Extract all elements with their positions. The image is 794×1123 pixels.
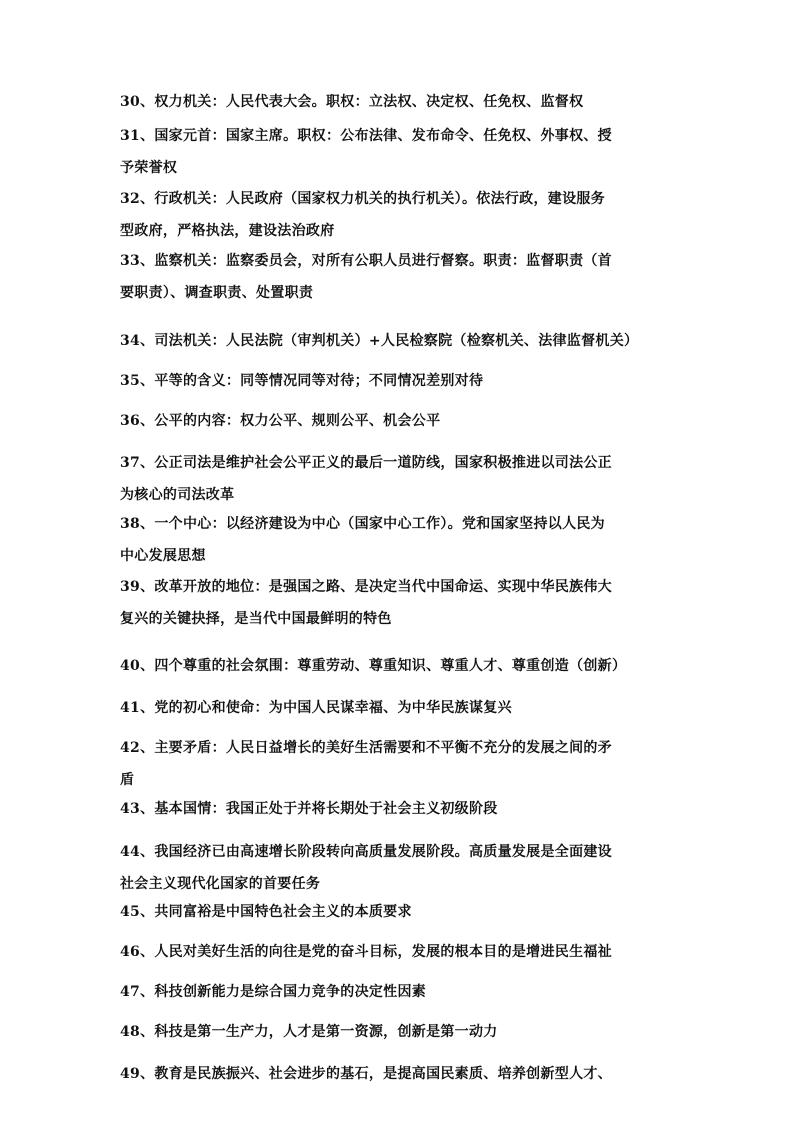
item-46 [120, 936, 612, 968]
item-43 [120, 793, 498, 825]
item-line: 中心发展思想 [120, 548, 206, 564]
item-line: 社会主义现代化国家的首要任务 [120, 876, 321, 892]
item-line: 43、基本国情：我国正处于并将长期处于社会主义初级阶段 [120, 801, 498, 817]
item-36 [120, 405, 440, 437]
item-line: 44、我国经济已由高速增长阶段转向高质量发展阶段。高质量发展是全面建设 [120, 844, 612, 860]
item-line: 31、国家元首：国家主席。职权：公布法律、发布命令、任免权、外事权、授 [120, 128, 612, 144]
item-30 [120, 86, 583, 118]
item-line: 予荣誉权 [120, 160, 178, 176]
item-line: 40、四个尊重的社会氛围：尊重劳动、尊重知识、尊重人才、尊重创造（创新） [120, 658, 627, 674]
item-line: 37、公正司法是维护社会公平正义的最后一道防线，国家积极推进以司法公正 [120, 455, 612, 471]
item-48 [120, 1016, 498, 1048]
item-line: 35、平等的含义：同等情况同等对待；不同情况差别对待 [120, 373, 484, 389]
item-41 [120, 692, 512, 724]
item-line: 复兴的关键抉择，是当代中国最鲜明的特色 [120, 611, 392, 627]
item-45 [120, 896, 412, 928]
item-34 [120, 325, 638, 357]
item-32 [120, 183, 605, 247]
item-line: 36、公平的内容：权力公平、规则公平、机会公平 [120, 413, 441, 429]
item-line: 为核心的司法改革 [120, 487, 235, 503]
item-line: 32、行政机关：人民政府（国家权力机关的执行机关）。依法行政，建设服务 [120, 191, 605, 207]
item-35 [120, 365, 483, 397]
item-40 [120, 650, 626, 682]
item-line: 型政府，严格执法，建设法治政府 [120, 223, 335, 239]
item-line: 30、权力机关：人民代表大会。职权：立法权、决定权、任免权、监督权 [120, 94, 584, 110]
item-37 [120, 447, 612, 511]
item-44 [120, 836, 612, 900]
item-line: 48、科技是第一生产力，人才是第一资源，创新是第一动力 [120, 1024, 498, 1040]
item-38 [120, 508, 605, 572]
item-line: 47、科技创新能力是综合国力竞争的决定性因素 [120, 984, 427, 1000]
item-line: 33、监察机关：监察委员会，对所有公职人员进行督察。职责：监督职责（首 [120, 253, 612, 269]
item-47 [120, 976, 426, 1008]
item-line: 42、主要矛盾：人民日益增长的美好生活需要和不平衡不充分的发展之间的矛 [120, 740, 612, 756]
item-42 [120, 732, 612, 796]
item-31 [120, 120, 612, 184]
item-line: 45、共同富裕是中国特色社会主义的本质要求 [120, 904, 412, 920]
item-line: 46、人民对美好生活的向往是党的奋斗目标，发展的根本目的是增进民生福祉 [120, 944, 612, 960]
item-line: 34、司法机关：人民法院（审判机关）+人民检察院（检察机关、法律监督机关） [120, 333, 639, 349]
item-line: 39、改革开放的地位：是强国之路、是决定当代中国命运、实现中华民族伟大 [120, 579, 612, 595]
item-line: 要职责）、调查职责、处置职责 [120, 285, 314, 301]
item-49 [120, 1058, 612, 1090]
item-39 [120, 571, 612, 635]
item-33 [120, 245, 612, 309]
item-line: 38、一个中心：以经济建设为中心（国家中心工作）。党和国家坚持以人民为 [120, 516, 605, 532]
item-line: 49、教育是民族振兴、社会进步的基石，是提高国民素质、培养创新型人才、 [120, 1066, 612, 1082]
item-line: 盾 [120, 772, 135, 788]
item-line: 41、党的初心和使命：为中国人民谋幸福、为中华民族谋复兴 [120, 700, 512, 716]
